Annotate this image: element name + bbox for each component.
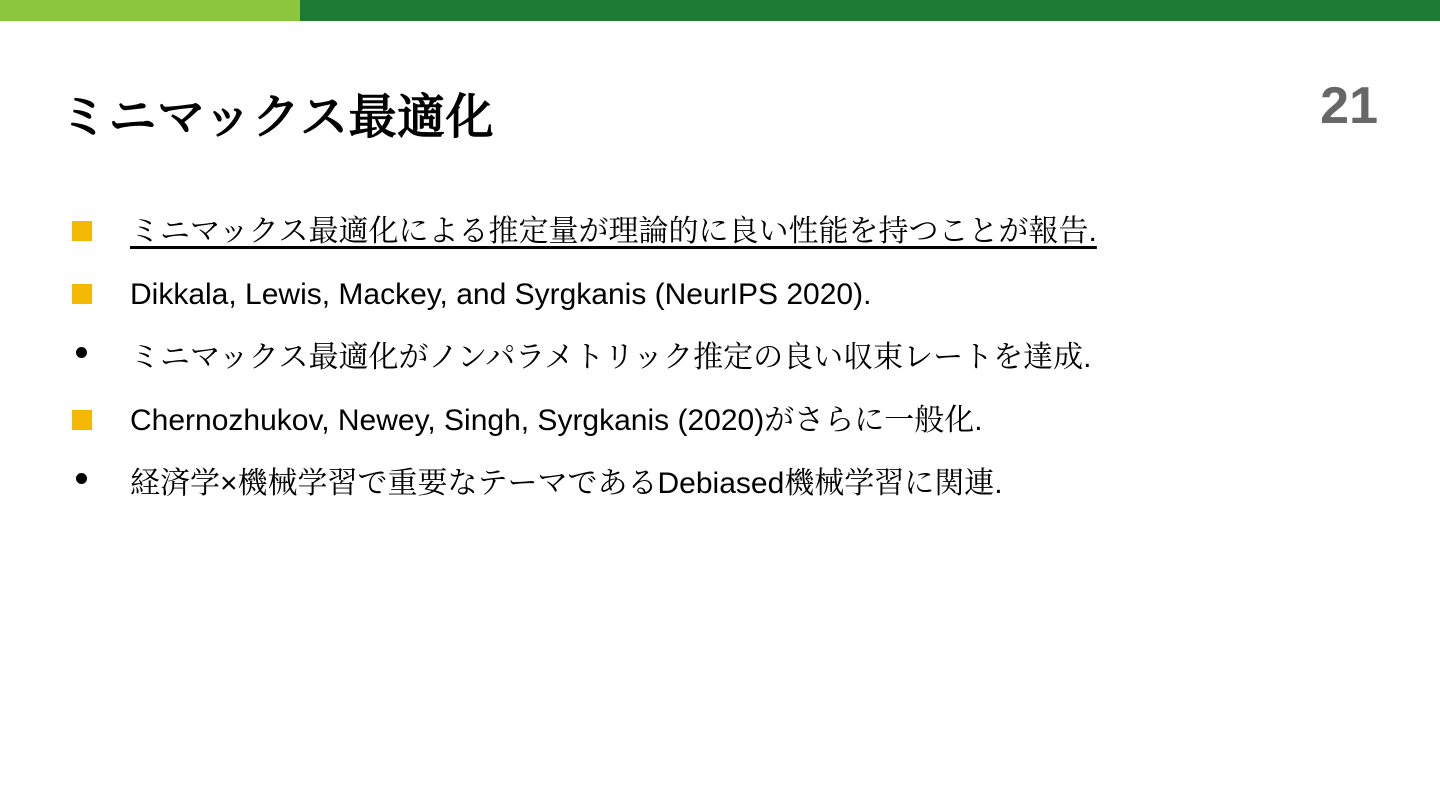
list-item-label: Dikkala, Lewis, Mackey, and Syrgkanis (NeurIPS 2020). — [130, 278, 872, 311]
bullet-square-icon — [72, 275, 130, 304]
accent-bar-dark-segment — [300, 0, 1440, 21]
bullet-dot-icon — [72, 464, 130, 484]
list-item-label: 経済学×機械学習で重要なテーマであるDebiased機械学習に関連. — [130, 467, 1003, 500]
top-accent-bar — [0, 0, 1440, 21]
page-title: ミニマックス最適化 — [60, 91, 495, 144]
list-item — [72, 338, 1382, 384]
list-item-label: ミニマックス最適化による推定量が理論的に良い性能を持つことが報告. — [130, 215, 1097, 248]
bullet-list — [72, 212, 1382, 527]
list-item — [72, 212, 1382, 258]
list-item-label: Chernozhukov, Newey, Singh, Syrgkanis (2020)がさらに一般化. — [130, 404, 983, 437]
accent-bar-light-segment — [0, 0, 300, 21]
list-item — [72, 275, 1382, 321]
page-number: 21 — [1320, 77, 1378, 135]
bullet-square-icon — [72, 212, 130, 241]
bullet-square-icon — [72, 401, 130, 430]
list-item-label: ミニマックス最適化がノンパラメトリック推定の良い収束レートを達成. — [130, 341, 1092, 374]
list-item — [72, 401, 1382, 447]
list-item — [72, 464, 1382, 510]
bullet-dot-icon — [72, 338, 130, 358]
